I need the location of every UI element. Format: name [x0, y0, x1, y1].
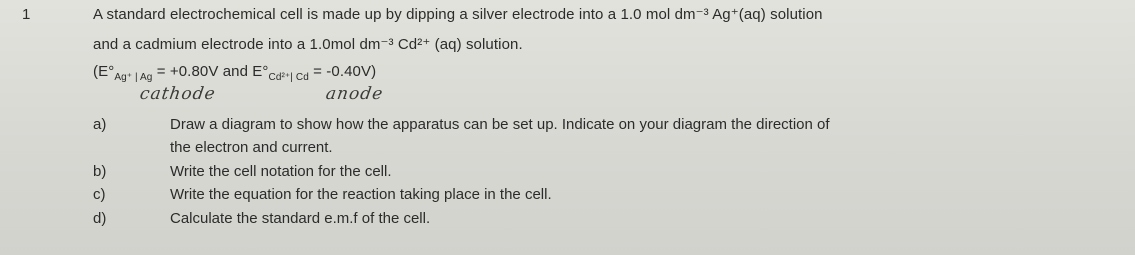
question-intro-line-1: A standard electrochemical cell is made up by dipping a silver electrode into a 1.0 mol dm⁻³ Ag⁺(aq) solution	[93, 6, 823, 23]
part-c-label: c)	[93, 186, 106, 203]
cadmium-half-cell-subscript: Cd²⁺| Cd	[268, 72, 309, 83]
silver-potential-value: = +0.80V and E°	[156, 63, 269, 80]
silver-half-cell-subscript: Ag⁺ | Ag	[114, 72, 153, 83]
part-a-label: a)	[93, 116, 107, 133]
potentials-open: (E°	[93, 63, 115, 80]
electrode-potentials	[93, 63, 376, 83]
part-d-label: d)	[93, 210, 107, 227]
question-intro-line-2: and a cadmium electrode into a 1.0mol dm⁻³ Cd²⁺ (aq) solution.	[93, 36, 523, 53]
part-a-continuation: the electron and current.	[170, 139, 333, 156]
part-b-label: b)	[93, 163, 107, 180]
question-number: 1	[22, 6, 31, 23]
part-b-text: Write the cell notation for the cell.	[170, 163, 392, 180]
part-d-text: Calculate the standard e.m.f of the cell.	[170, 210, 431, 227]
handwritten-anode-note: anode	[324, 84, 385, 104]
part-c-text: Write the equation for the reaction taking place in the cell.	[170, 186, 552, 203]
cadmium-potential-value: = -0.40V)	[313, 63, 377, 80]
part-a-text: Draw a diagram to show how the apparatus can be set up. Indicate on your diagram the direction of	[170, 116, 830, 133]
handwritten-cathode-note: cathode	[138, 84, 218, 104]
